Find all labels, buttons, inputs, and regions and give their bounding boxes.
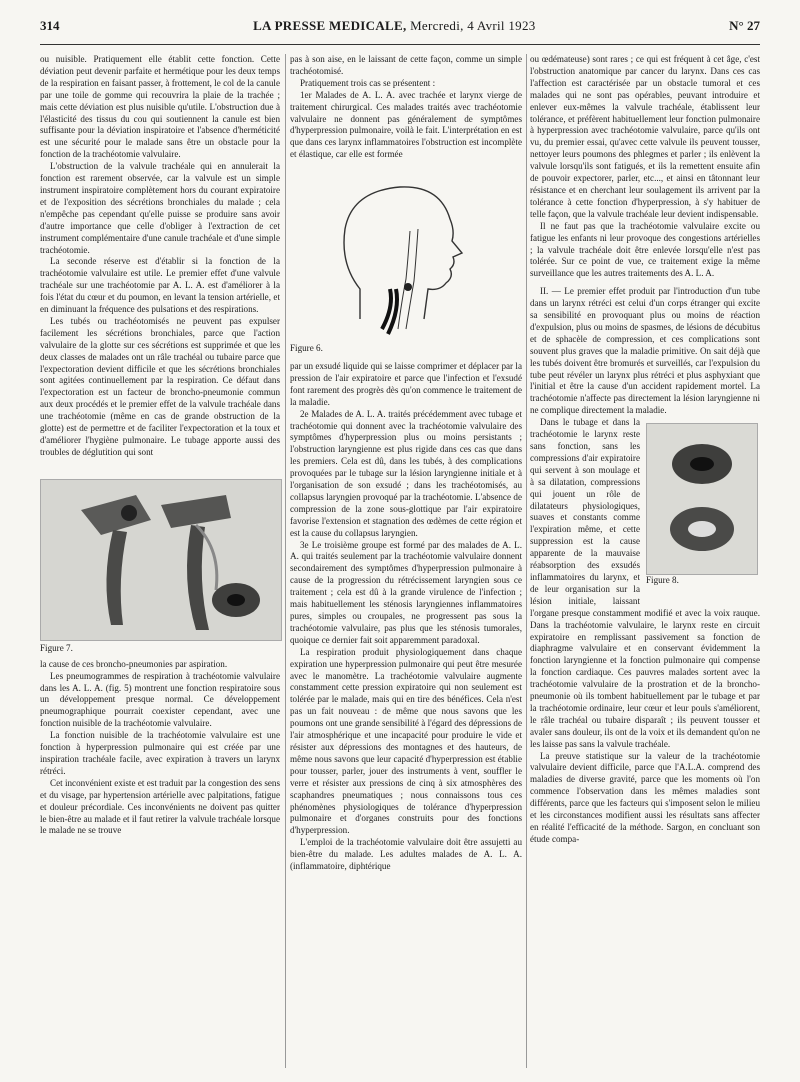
header-rule — [40, 44, 760, 45]
paragraph: La preuve statistique sur la valeur de la trachéotomie valvulaire devient difficile, parce que l'A.L.A. comprend des maladies de diverse gravité, parce que les moments où l'on commence l'observation dans les mêmes maladies sont différents, parce que les facteurs qui s'imposent selon le milieu et les circonstances modifient aussi les résultats sans affecter en réalité l'efficacité de la méthode. Sargon, en concluant son étude compa- — [530, 750, 760, 844]
journal-name: LA PRESSE MEDICALE, — [253, 18, 407, 33]
page-header — [40, 18, 760, 40]
paragraph: Cet inconvénient existe et est traduit par la congestion des sens et du visage, par hypertension artérielle avec palpitations, fatigue et douleur précordiale. Ces inconvénients ne doivent pas quitter le bien-être au malade et il faut retirer la valvule trachéale lorsque le malade ne se trouve — [40, 777, 280, 836]
paragraph: Pratiquement trois cas se présentent : — [300, 77, 436, 88]
paragraph: par un exsudé liquide qui se laisse comprimer et déplacer par la pression de l'air expiratoire et parce que l'infection et l'exsudé font rarement des progrès dès qu'on commence le traitement de la maladie. — [290, 360, 522, 407]
paragraph: L'obstruction de la valvule trachéale qui en annulerait la fonction est rarement observée, car la valvule est un simple instrument inspiratoire complètement hors du courant expiratoire et de l'exposition des sécrétions bronchiales du malade ; cela n'empêche pas cependant qu'elle puisse se produire sans avoir d'autre importance que celle d'obliger à l'extraction de cet instrument complémentaire d'une canule trachéale et d'une simple trachéotomie. — [40, 161, 280, 255]
paragraph: 3e Le troisième groupe est formé par des malades de A. L. A. qui traités seulement par la trachéotomie valvulaire donnent secondairement des symptômes d'hyperpression pulmonaire à cause de la progression du rétrécissement laryngien sous ce traitement ; cela est dû à la grande virulence de l'infection ; mais habituellement les sténosis laryngiennes inflammatoires pures, simples ou croupales, ne progressent pas sous la trachéotomie valvulaire, pas plus que les sténosis tumorales, quoique ce dernier fait soit apparemment paradoxal. — [290, 539, 522, 645]
paragraph: La fonction nuisible de la trachéotomie valvulaire est une fonction à hyperpression pulmonaire qui est créée par une inspiration trachéale facile, avec expiration à travers un larynx rétréci. — [40, 730, 280, 776]
figure-8-photo — [646, 423, 758, 575]
figure-8-spacer — [646, 423, 760, 599]
paragraph: La seconde réserve est d'établir si la fonction de la trachéotomie valvulaire est utile. Le premier effet d'une valvule trachéale sur une trachéotomie par A. L. A. est d'améliorer à la fois l'état du cœur et du poumon, en levant la tension artérielle, et en diminuant la fréquence des pulsations et des respirations. — [40, 256, 280, 315]
paragraph: L'emploi de la trachéotomie valvulaire doit être assujetti au bien-être du malade. Les adultes malades de A. L. A. (inflammatoire, diphtérique — [290, 837, 522, 872]
column-1 — [40, 54, 280, 837]
valve-rings-illustration — [647, 424, 757, 574]
paragraph: pas à son aise, en le laissant de cette façon, comme un simple trachéotomisé. — [290, 54, 522, 76]
page-number: 314 — [40, 18, 60, 33]
figure-7-caption: Figure 7. — [40, 642, 73, 653]
column-2 — [290, 54, 522, 873]
tracheal-cannula-illustration — [41, 480, 281, 640]
figure-7-photo — [40, 479, 282, 641]
paragraph: Dans le tubage et dans la trachéotomie le larynx reste sans fonction, sans les compressions d'air expiratoire qui servent à son moulage et à sa dilatation, compressions qui jouent un rôle de dilatateurs physiologiques, suaves et constants comme l'expiration même, et cette suppression est la cause apparente de la mauvaise réabsorption des exsudés inflammatoires du larynx, et de leur organisation sur la lésion initiale, laissant l'organe presque constamment modifié et avec la voix rauque. Dans la trachéotomie valvulaire, le larynx reste en circuit expiratoire en remplissant passivement sa fonction de diaphragme valvulaire et en conservant évidemment la fonction laryngienne et la fonction pulmonaire qui compense la fonction cardiaque. Ces pauvres malades sortent avec la trachéotomie valvulaire de la prostration et de la broncho-pneumonie où ils tombent habituellement par le tubage et par la trachéotomie ordinaire, leur cœur et leur pouls s'améliorent, le râle trachéal ou tubaire disparaît ; ils peuvent tousser et avaler sans douleur, ils ont de la voix et ils demandent qu'on ne les laisse pas sans la valvule trachéale. — [530, 417, 760, 749]
paragraph: 1er Malades de A. L. A. avec trachée et larynx vierge de traitement chirurgical. Ces malades traités avec trachéotomie valvulaire ne donnent pas généralement de symptômes d'hyperpression pulmonaire, voilà le fait. L'interprétation en est que dans ces larynx inflammatoires l'obstruction est incomplète et élastique, car elle est formée — [290, 89, 522, 160]
figure-8-caption: Figure 8. — [646, 575, 679, 586]
paragraph: Les pneumogrammes de respiration à trachéotomie valvulaire dans les A. L. A. (fig. 5) montrent une fonction respiratoire sous un développement presque normal. Ce développement pneumographique pourrait coexister cependant, avec une fonction nuisible de la trachéotomie valvulaire. — [40, 670, 280, 729]
column-3 — [530, 54, 760, 846]
paragraph: la cause de ces broncho-pneumonies par aspiration. — [40, 658, 228, 669]
paragraph: ou œdémateuse) sont rares ; ce qui est fréquent à cet âge, c'est l'obstruction anatomique par cancer du larynx. Dans ces cas l'affection est caractérisée par un obstacle tumoral et ces malades qui ne sont pas opérables, peuvant introduire et enlever eux-mêmes la valvule trachéale, établissent leur tolérance, et préfèrent habituellement leur fonction pulmonaire à hyperpression avec trachéotomie valvulaire, parce qu'ils ont vu, du premier essai, qu'avec cette valvule ils peuvent tousser, nettoyer leurs poumons des phlegmes et parler ; ils enlèvent la valvule lorsqu'ils sont fatigués, et ils la remettent ensuite afin de pouvoir expectorer, parler, etc..., et ainsi en tâtonnant leur résistance et en cherchant leur soulagement ils arrivent par la tolérance à cette fonction d'hyperpression, à s'y habituer de telle façon, que la valvule trachéale leur devient indispensable. — [530, 54, 760, 219]
column-divider — [285, 54, 286, 1068]
paragraph: La respiration produit physiologiquement dans chaque expiration une hyperpression pulmonaire qui peut être mesurée avec le manomètre. La trachéotomie valvulaire augmente constamment cette pression expiratoire qui non seulement est tolérée par le malade, mais qui en tire des bénéfices. Cela n'est pas un fait nouveau : de même que nous savons que les poumons ont une grande sensibilité à l'égard des dépressions de l'air atmosphérique et une incapacité pour produire le vide et résister aux dépressions des montagnes et des hauteurs, de même nous savons que leur capacité d'hyperpression est établie pour tousser, parler, jouer des instruments à vent, souffler le verre et résister aux pressions de cinq à six atmosphères des scaphandres pneumatiques ; nous connaissons tous ces phénomènes physiologiques de tolérance d'hyperpression pulmonaire et d'organes construits pour des fonctions d'hyperpression. — [290, 646, 522, 836]
paragraph: Il ne faut pas que la trachéotomie valvulaire excite ou fatigue les enfants ni leur provoque des congestions artérielles ; la valvule trachéale doit être enlevée lorsqu'elle n'est pas tolérée. Sur ce point de vue, ce traitement exige la même surveillance que les autres traitements des A. L. A. — [530, 220, 760, 279]
head-profile-diagram — [290, 169, 522, 339]
paragraph: Les tubés ou trachéotomisés ne peuvent pas expulser facilement les sécrétions bronchiales, parce que l'action valvulaire de la glotte sur ces sécrétions est supprimée et que les deux classes de malades ont un râle trachéal ou tubaire parce que l'expectoration devient difficile et que les sécrétions bronchiales sont agitées continuellement par la respiration. Ce défaut dans l'expectoration est un facteur de broncho-pneumonie commun aux deux procédés et le premier effet de la valvule trachéale dans une trachéotomie (même en cas de grande obstruction de la glotte) est de permettre et de faciliter l'expectoration et la toux et d'améliorer l'hygiène pulmonaire. Le tubage apporte aussi des troubles de déglutition qui sont — [40, 315, 280, 457]
figure-6-caption: Figure 6. — [290, 343, 323, 354]
figure-7 — [40, 479, 280, 655]
column-divider — [526, 54, 527, 1068]
figure-6 — [290, 169, 522, 355]
issue-date: Mercredi, 4 Avril 1923 — [410, 18, 536, 33]
paragraph: 2e Malades de A. L. A. traités précédemment avec tubage et trachéotomie qui donnent avec la trachéotomie valvulaire des symptômes d'hyperpression plus ou moins persistants ; l'obstruction laryngienne est plus rigide dans ces cas que dans les premiers. Cela est dû, dans les tubés, à des complications provoquées par le tubage sur la lésion laryngienne initiale et à l'organisation de son exsudé ; dans les trachéotomisés, au collapsus laryngien provoqué par la trachéotomie. L'absence de compression de la zone sous-glottique par l'air expiratoire favorise l'extension et stagnation des œdèmes de cette région et est la cause du collapsus laryngien. — [290, 408, 522, 538]
journal-title — [253, 18, 536, 34]
paragraph: II. — Le premier effet produit par l'introduction d'un tube dans un larynx rétréci est celui d'un corps étranger qui excite sa sensibilité en provoquant plus ou moins de réaction d'expulsion, plus ou moins de spasmes, de lésions de décubitus et de sphacèle de compression, et ces complications sont souvent plus graves que la maladie primitive. On sait déjà que les tubés doivent être bromurés et surveillés, car l'expulsion du tube peut révéler un larynx plus rétréci et plus asphyxiant que l'initial et être la cause d'un accident rapidement mortel. La trachéotomie n'affecte pas directement la lésion laryngienne ni ne complique directement la maladie. — [530, 286, 760, 416]
paragraph: ou nuisible. Pratiquement elle établit cette fonction. Cette déviation peut devenir parfaite et hermétique pour les deux temps de la respiration en faisant passer, à frottement, le col de la canule par une toile de gomme qui recouvrira la plaie de la trachée ; mais cette déviation est plus nuisible qu'utile. L'obstruction due à l'élasticité des tissus du cou qui soutiennent la canule est bien suffisante pour la déviation inspiratoire et l'absence d'herméticité est une sécurité pour le malade sans être un obstacle pour la fonction de la trachéotomie valvulaire. — [40, 54, 280, 160]
issue-number: N° 27 — [729, 18, 760, 33]
